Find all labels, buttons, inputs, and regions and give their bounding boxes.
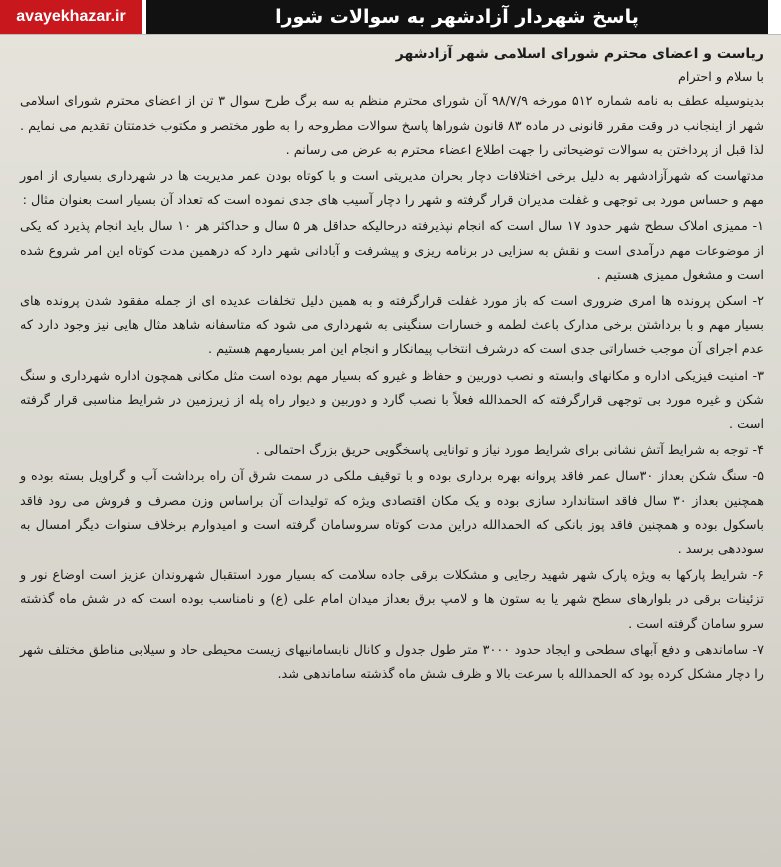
- paragraph-item-4: ۴- توجه به شرایط آتش نشانی برای شرایط مورد نیاز و توانایی پاسخگویی حریق بزرگ احتمالی .: [255, 443, 764, 459]
- header-bar: [0, 0, 781, 35]
- paragraph-intro: بدینوسیله عطف به نامه شماره ۵۱۲ مورخه ۹۸/۷/۹ آن شورای محترم منظم به سه برگ طرح سوال ۳ تن از اعضای محترم شورای اسلامی شهر از اینجانب در وقت مقرر قانونی در ماده ۸۳ قانون شوراها پاسخ سوالات مطروحه را به طور مختصر و مکتوب خدمتتان تقدیم می نمایم . لذا قبل از پرداختن به سوالات توضیحاتی را جهت اطلاع اعضاء محترم به عرض می رسانم .: [20, 94, 765, 158]
- paragraph-item-3: ۳- امنیت فیزیکی اداره و مکانهای وابسته و نصب دوربین و حفاظ و غیرو که بسیار مهم بوده است مثل مکانی همچون اداره شهرداری و سنگ شکن و غیره مورد بی توجهی قرارگرفته که الحمدالله فعلاً با نصب گارد و دوربین و دیوار راه پله از زیرزمین در شرایط مناسبی قرار گرفته است .: [20, 368, 764, 433]
- paragraph-item-7: ۷- ساماندهی و دفع آبهای سطحی و ایجاد حدود ۳۰۰۰ متر طول جدول و کانال نابسامانیهای زیست محیطی حاد و سیلابی مناطق مختلف شهر را دچار مشکل کرده بود که الحمدالله با سرعت بالا و ظرف شش ماه گذشته ساماندهی شد.: [20, 642, 764, 683]
- letter-addressee: ریاست و اعضای محترم شورای اسلامی شهر آزادشهر: [395, 46, 764, 62]
- site-name-badge[interactable]: avayekhazar.ir: [0, 0, 142, 34]
- letter-greeting: با سلام و احترام: [678, 70, 764, 86]
- headline: پاسخ شهردار آزادشهر به سوالات شورا: [146, 0, 768, 34]
- paragraph-context: مدتهاست که شهرآزادشهر به دلیل برخی اختلافات دچار بحران مدیریتی است و با کوتاه بودن عمر مدیریت ها در شهرداری بسیاری از امور مهم و حساس مورد بی توجهی و غفلت مدیران قرار گرفته و شهر را دچار آسیب های جدی نموده است که تعداد آن بسیار است بعنوان مثال :: [20, 169, 764, 209]
- paragraph-item-5: ۵- سنگ شکن بعداز ۳۰سال عمر فاقد پروانه بهره برداری بوده و با توقیف ملکی در سمت شرق آن راه برداشت آب و گراویل بسته بوده و همچنین بعداز ۳۰ سال فاقد استاندارد سازی بوده و یک مکان اقتصادی ویژه که تولیدات آن براساس وزن مصرف و فروش می رود فاقد باسکول بوده و همچنین فاقد پوز بانکی که الحمدالله دراین مدت کوتاه سروسامان گرفته است و امیدوارم برخلاف سنوات دیگر امسال به سوددهی برسد .: [20, 469, 764, 558]
- paragraph-item-6: ۶- شرایط پارکها به ویژه پارک شهر شهید رجایی و مشکلات برقی جاده سلامت که بسیار مورد استقبال شهروندان عزیز است اوضاع نور و تزئینات برقی در بلوارهای سطح شهر یا به ستون ها و لامپ برق بعداز میدان امام علی (ع) و نامناسب بوده است که در شش ماه گذشته سرو سامان گرفته است .: [20, 568, 764, 632]
- paragraph-item-1: ۱- ممیزی املاک سطح شهر حدود ۱۷ سال است که انجام نپذیرفته درحالیکه حداقل هر ۵ سال و حداکثر هر ۱۰ سال باید انجام پذیرد که یکی از موضوعات مهم درآمدی است و نقش به سزایی در برنامه ریزی و پیشرفت و آبادانی شهر دارد که درهمین مدت کوتاه این امر شروع شده است و مشغول ممیزی هستیم .: [20, 219, 764, 283]
- letter-body: [20, 42, 764, 860]
- paragraph-item-2: ۲- اسکن پرونده ها امری ضروری است که باز مورد غفلت قرارگرفته و به همین دلیل تخلفات عدیده ای از جمله مفقود شدن پرونده های بسیار مهم و با برداشتن برخی مدارک باعث لطمه و خسارات سنگینی به شهرداری می شود که متاسفانه شاهد مثال هایی نیز وجود دارد که عدم اجرای آن موجب خساراتی جدی است که درشرف انتخاب پیمانکار و انجام این امر بسیارمهم هستیم .: [20, 294, 764, 358]
